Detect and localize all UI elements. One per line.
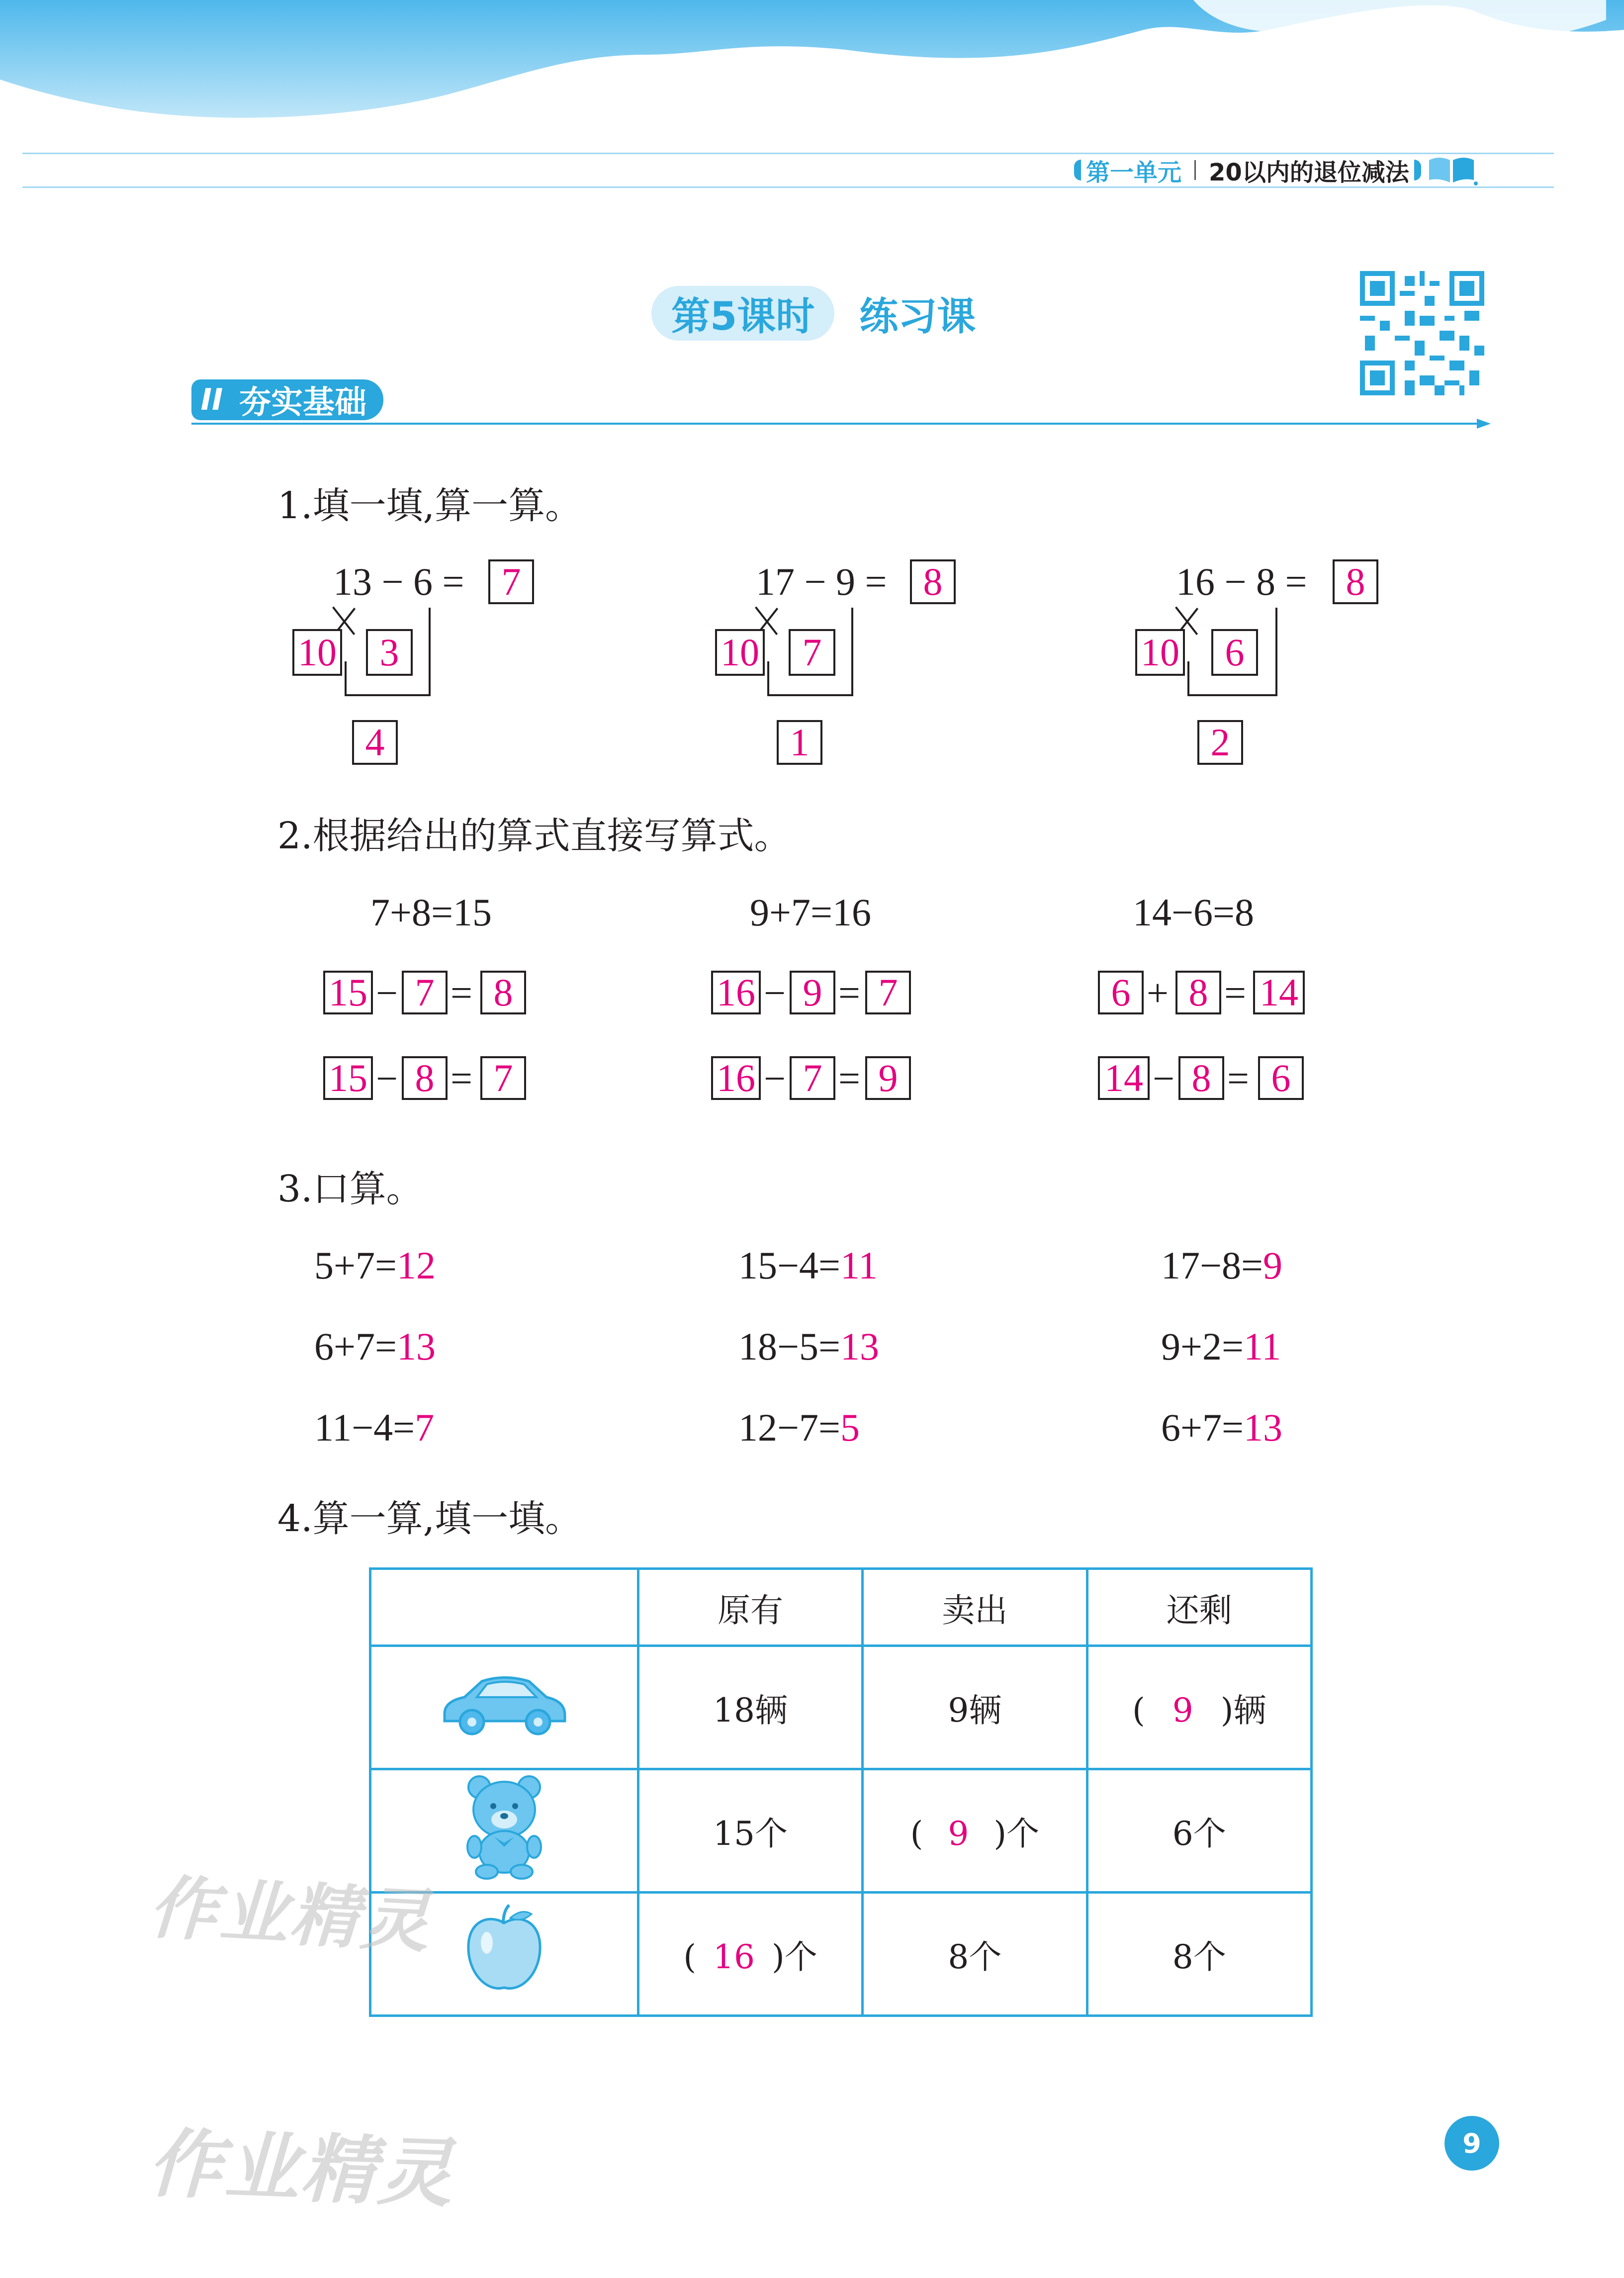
- q3-r1c1-expr: 5+7=: [314, 1244, 397, 1287]
- q3-r3c1: [314, 1405, 434, 1450]
- q4-row-apple-sold: [863, 1893, 1087, 2016]
- q3-r2c1-ans: 13: [396, 1325, 436, 1368]
- q1-item3-expr: [1176, 559, 1307, 604]
- q1-item2-bracket-v2: [851, 608, 853, 696]
- q2-col1-r1-c[interactable]: 8: [480, 971, 526, 1014]
- q3-r2c3: [1161, 1324, 1281, 1369]
- q2-col2-given: 9+7=16: [750, 891, 871, 934]
- q4-header-sold: 卖出: [863, 1569, 1087, 1646]
- lesson-number: 第5课时: [671, 294, 815, 339]
- q1-item1-bottom[interactable]: 4: [352, 720, 398, 765]
- q4-row-bear-sold: [863, 1769, 1087, 1893]
- q1-item2-eq: =: [865, 560, 887, 603]
- q1-item1-bracket-v2: [429, 608, 431, 696]
- q1-item2-b: 9: [836, 560, 855, 603]
- q3-r1c1-ans: 12: [396, 1244, 436, 1287]
- unit-tag-left-cap: [1074, 160, 1081, 181]
- lesson-name: 练习课: [859, 294, 976, 339]
- q4-row-bear-sold-ans[interactable]: 9: [948, 1815, 969, 1853]
- qr-code[interactable]: [1360, 271, 1484, 395]
- q1-item2-a: 17: [756, 560, 795, 603]
- unit-separator: [1194, 160, 1196, 180]
- car-icon: [435, 1666, 574, 1741]
- q1-item1-bracket-v1: [345, 661, 347, 696]
- q3-r2c2-ans: 13: [840, 1325, 879, 1368]
- q4-header-row: [370, 1569, 1312, 1646]
- q4-row-bear-left-text: 6个: [1172, 1815, 1226, 1853]
- q4-row-apple-original: [638, 1893, 862, 2016]
- q3-r1c3-expr: 17−8=: [1161, 1244, 1263, 1287]
- q1-item3-op: −: [1224, 560, 1247, 603]
- section-badge-label: 夯实基础: [239, 384, 366, 421]
- q4-row-car-sold: [863, 1646, 1087, 1769]
- q1-item1-result[interactable]: 7: [488, 559, 534, 604]
- q3-r2c3-ans: 11: [1243, 1325, 1281, 1368]
- q4-header-left: 还剩: [1087, 1569, 1311, 1646]
- q3-r3c2-expr: 12−7=: [738, 1406, 840, 1449]
- q2-col1-r1-b[interactable]: 7: [402, 971, 448, 1014]
- q1-item3-split2[interactable]: 6: [1211, 629, 1258, 676]
- q4-row-bear: [370, 1769, 1312, 1893]
- q1-item2-result[interactable]: 8: [910, 559, 956, 604]
- q3-r3c1-expr: 11−4=: [314, 1406, 415, 1449]
- q1-item1-bracket-h: [345, 694, 431, 696]
- watermark-2: 作业精灵: [146, 2120, 456, 2218]
- q1-item1-eq: =: [442, 560, 464, 603]
- q3-r2c1-expr: 6+7=: [314, 1325, 397, 1368]
- unit-tag-right-cap: [1414, 160, 1421, 181]
- q2-col3-r1-c[interactable]: 14: [1253, 971, 1305, 1014]
- q2-col2-r1-a[interactable]: 16: [711, 971, 761, 1014]
- book-icon: [1424, 153, 1479, 187]
- q1-item1-split1[interactable]: 10: [292, 629, 342, 676]
- q2-col3-r1-b[interactable]: 8: [1175, 971, 1221, 1014]
- q2-col1-r1-eq: =: [451, 971, 472, 1014]
- q4-row-apple-original-ans[interactable]: 16: [713, 1938, 755, 1976]
- arrow-right-icon: [1477, 417, 1492, 431]
- q1-item1-split2[interactable]: 3: [366, 629, 413, 676]
- q4-row-car-sold-text: 9辆: [948, 1691, 1002, 1730]
- sky-banner: [0, 0, 1624, 149]
- q1-item1-expr: [333, 559, 464, 604]
- section-rule: [191, 423, 1484, 425]
- q3-r2c1: [314, 1324, 436, 1369]
- q1-item2-split1[interactable]: 10: [715, 629, 765, 676]
- q3-r2c3-expr: 9+2=: [1161, 1325, 1244, 1368]
- q3-r1c2: [738, 1243, 878, 1288]
- q2-col2-r2-op: −: [764, 1057, 786, 1100]
- q1-item3-bracket-v1: [1187, 661, 1189, 696]
- q3-r3c3-ans: 13: [1243, 1406, 1282, 1449]
- q1-item3-bracket-h: [1187, 694, 1277, 696]
- q4-header-original: 原有: [638, 1569, 862, 1646]
- q1-item2-op: −: [804, 560, 826, 603]
- q1-item2-expr: [756, 559, 887, 604]
- q3-r1c3: [1161, 1243, 1282, 1288]
- q4-row-car-left-open: (: [1132, 1691, 1145, 1730]
- unit-label: 第一单元: [1086, 158, 1182, 186]
- q2-col1-r2-c[interactable]: 7: [480, 1056, 526, 1100]
- q1-title: 1.填一填,算一算。: [277, 484, 582, 527]
- q2-col2-r1-eq: =: [838, 971, 860, 1014]
- q4-row-apple-left: [1087, 1893, 1311, 2016]
- q1-item2-bottom[interactable]: 1: [777, 720, 822, 765]
- q4-row-car: [370, 1646, 1312, 1769]
- q1-item3-bottom[interactable]: 2: [1197, 720, 1243, 765]
- q1-item2-split2[interactable]: 7: [789, 629, 835, 676]
- q3-title: 3.口算。: [277, 1168, 423, 1210]
- q3-r2c2: [738, 1324, 879, 1369]
- q1-item3-bracket-v2: [1275, 608, 1277, 696]
- q4-row-car-left-ans[interactable]: 9: [1172, 1691, 1193, 1730]
- q2-col1-r2-op: −: [376, 1057, 398, 1100]
- q2-col3-r2-b[interactable]: 8: [1178, 1056, 1224, 1100]
- q2-col2-r2-a[interactable]: 16: [711, 1056, 761, 1100]
- q1-item3-a: 16: [1176, 560, 1215, 603]
- q2-col1-r2-b[interactable]: 8: [402, 1056, 448, 1100]
- q2-col3-r1-eq: =: [1224, 971, 1246, 1014]
- q2-col2-r1-c[interactable]: 7: [865, 971, 911, 1014]
- q2-col2-r1-b[interactable]: 9: [790, 971, 835, 1014]
- q4-row-apple-left-text: 8个: [1172, 1938, 1226, 1976]
- lesson-title: [651, 283, 976, 343]
- q4-row-apple-original-open: (: [683, 1938, 697, 1976]
- q1-item3-b: 8: [1256, 560, 1275, 603]
- q3-r1c1: [314, 1243, 436, 1288]
- q2-col3-r2-op: −: [1153, 1057, 1174, 1100]
- q1-item1-op: −: [381, 560, 404, 603]
- q4-table: [369, 1567, 1313, 2017]
- topic-label: 20以内的退位减法: [1209, 158, 1409, 186]
- q2-col2-r2-eq: =: [838, 1057, 860, 1100]
- q1-item1-a: 13: [333, 560, 372, 603]
- unit-tag: [1074, 155, 1479, 185]
- q4-row-apple-sold-text: 8个: [948, 1938, 1002, 1976]
- lesson-num-pill: [651, 286, 834, 341]
- q3-r3c1-ans: 7: [415, 1406, 435, 1449]
- q4-row-apple-original-unit: )个: [772, 1938, 817, 1976]
- q1-item3-eq: =: [1285, 560, 1307, 603]
- q4-row-bear-sold-unit: )个: [993, 1815, 1040, 1853]
- q4-row-car-original: 18辆: [638, 1646, 862, 1769]
- q3-r1c2-ans: 11: [840, 1244, 878, 1287]
- q2-col2-r2-c[interactable]: 9: [865, 1056, 911, 1100]
- section-badge-icon: II: [191, 379, 232, 420]
- q4-row-bear-original: 15个: [638, 1769, 862, 1893]
- q3-r3c2-ans: 5: [840, 1406, 860, 1449]
- q2-col1-r2-eq: =: [451, 1057, 472, 1100]
- q3-r2c2-expr: 18−5=: [738, 1325, 840, 1368]
- q2-col3-r2-eq: =: [1227, 1057, 1249, 1100]
- page-number: 9: [1444, 2116, 1499, 2171]
- q3-r1c2-expr: 15−4=: [738, 1244, 840, 1287]
- q2-col3-given: 14−6=8: [1133, 891, 1254, 934]
- q4-row-car-left: [1087, 1646, 1311, 1769]
- q3-r1c3-ans: 9: [1263, 1244, 1282, 1287]
- q1-item2-bracket-v1: [767, 661, 769, 696]
- q2-col3-r1-a[interactable]: 6: [1098, 971, 1144, 1014]
- q4-row-car-left-unit: )辆: [1220, 1691, 1266, 1730]
- q2-col2-r2-b[interactable]: 7: [790, 1056, 835, 1100]
- q4-row-bear-left: [1087, 1769, 1311, 1893]
- q3-r3c2: [738, 1405, 860, 1450]
- section-badge: [191, 378, 383, 422]
- q2-col3-r1-op: +: [1147, 971, 1169, 1014]
- q4-row-bear-sold-open: (: [910, 1815, 923, 1853]
- q2-col3-r2-c[interactable]: 6: [1258, 1056, 1304, 1100]
- watermark-1: 作业精灵: [147, 1867, 434, 1962]
- bear-icon: [459, 1772, 549, 1882]
- q4-row-apple: [370, 1893, 1312, 2016]
- q4-header-empty: [370, 1569, 638, 1646]
- q1-item2-bracket-h: [767, 694, 853, 696]
- q2-col1-given: 7+8=15: [370, 891, 492, 934]
- q2-col1-r1-a[interactable]: 15: [323, 971, 373, 1014]
- q1-item3-split1[interactable]: 10: [1135, 629, 1185, 676]
- q3-r3c3-expr: 6+7=: [1161, 1406, 1244, 1449]
- q3-r3c3: [1161, 1405, 1282, 1450]
- q2-title: 2.根据给出的算式直接写算式。: [277, 815, 791, 857]
- apple-icon: [459, 1903, 549, 1998]
- section-badge-body: [232, 379, 383, 420]
- q2-col1-r2-a[interactable]: 15: [323, 1056, 373, 1100]
- q1-item1-b: 6: [413, 560, 433, 603]
- q2-col2-r1-op: −: [764, 971, 786, 1014]
- q2-col1-r1-op: −: [376, 971, 398, 1014]
- q4-row-car-icon-cell: [370, 1646, 638, 1769]
- q1-item3-result[interactable]: 8: [1333, 559, 1378, 604]
- q4-title: 4.算一算,填一填。: [277, 1497, 582, 1540]
- q2-col3-r2-a[interactable]: 14: [1098, 1056, 1150, 1100]
